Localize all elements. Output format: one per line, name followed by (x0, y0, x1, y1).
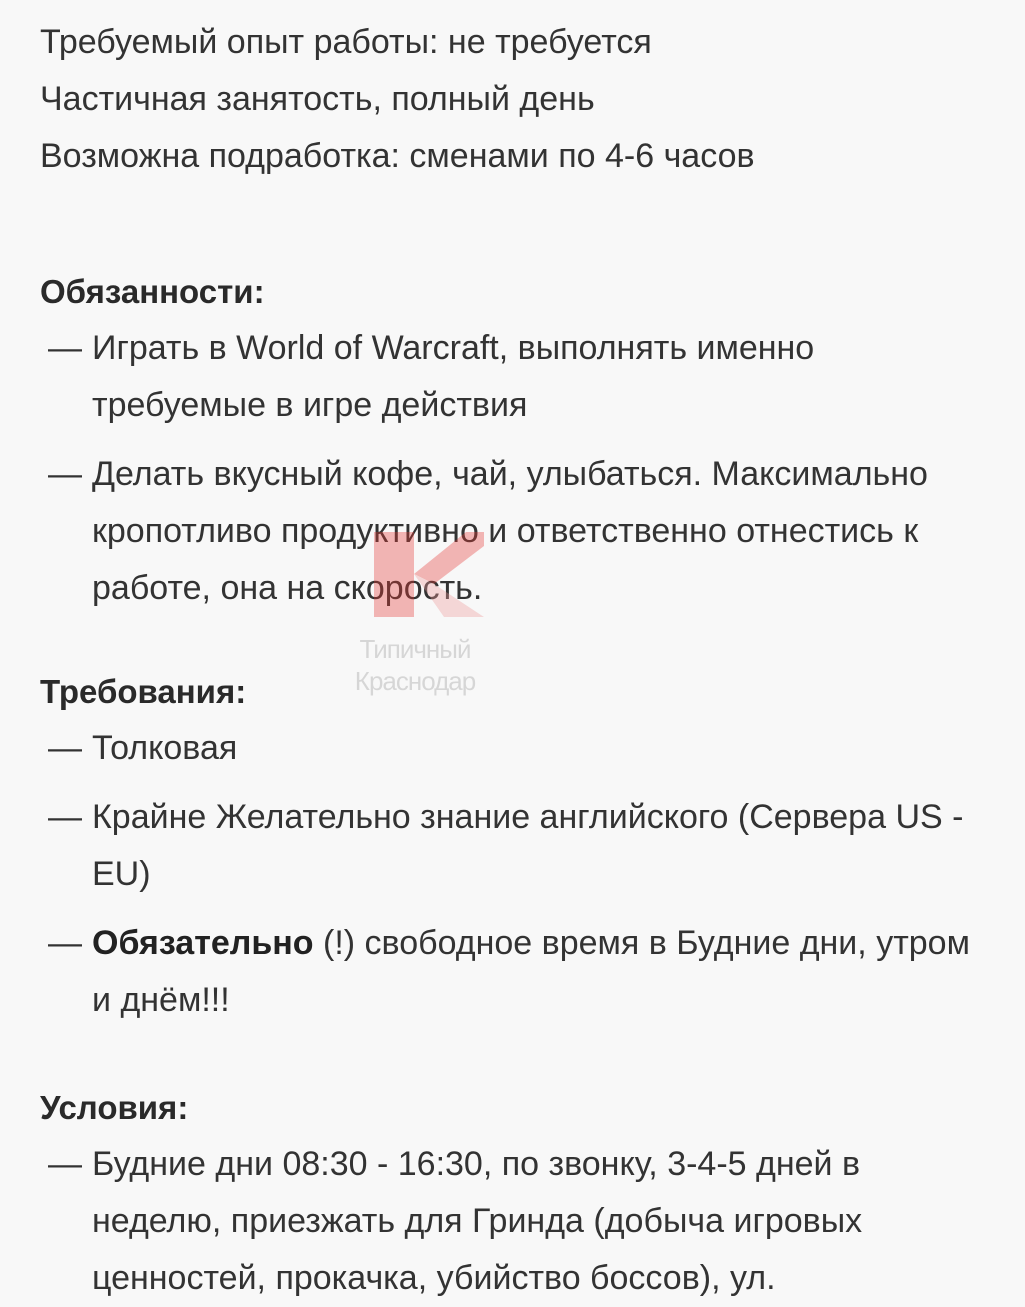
bullet-dash: — (48, 1145, 82, 1183)
requirement-emphasis: Обязательно (92, 924, 314, 962)
side-job-line: Возможна подработка: сменами по 4-6 часов (40, 137, 755, 175)
requirement-text: (!) свободное время в Будние дни, утром и днём!!! (92, 924, 970, 1019)
k-logo-icon (374, 532, 484, 617)
bullet-dash: — (48, 329, 82, 367)
list-item (40, 915, 990, 1029)
list-item (40, 446, 990, 617)
requirements-heading: Требования: (40, 673, 247, 710)
list-item (40, 789, 990, 903)
bullet-dash: — (48, 455, 82, 493)
list-item (40, 720, 990, 777)
duties-heading: Обязанности: (40, 273, 265, 310)
duty-text: Делать вкусный кофе, чай, улыбаться. Максимально кропотливо продуктивно и ответственно отнестись к работе, она на скорость. (92, 455, 928, 607)
requirement-text: Толковая (92, 729, 238, 767)
list-item (40, 320, 990, 434)
bullet-dash: — (48, 729, 82, 767)
duty-text: Играть в World of Warcraft, выполнять именно требуемые в игре действия (92, 329, 815, 424)
watermark-line2: Краснодар (354, 666, 476, 696)
watermark-logo (340, 530, 490, 710)
list-item (40, 1136, 990, 1307)
watermark-line1: Типичный (359, 634, 471, 664)
conditions-heading: Условия: (40, 1089, 189, 1126)
vacancy-text (40, 14, 990, 1307)
employment-line: Частичная занятость, полный день (40, 80, 595, 118)
bullet-dash: — (48, 924, 82, 962)
condition-text: Будние дни 08:30 - 16:30, по звонку, 3-4-5 дней в неделю, приезжать для Гринда (добыча игровых ценностей, прокачка, убийство боссов), ул. (92, 1145, 863, 1297)
requirement-text: Крайне Желательно знание английского (Сервера US - EU) (92, 798, 964, 893)
experience-line: Требуемый опыт работы: не требуется (40, 23, 652, 61)
bullet-dash: — (48, 798, 82, 836)
